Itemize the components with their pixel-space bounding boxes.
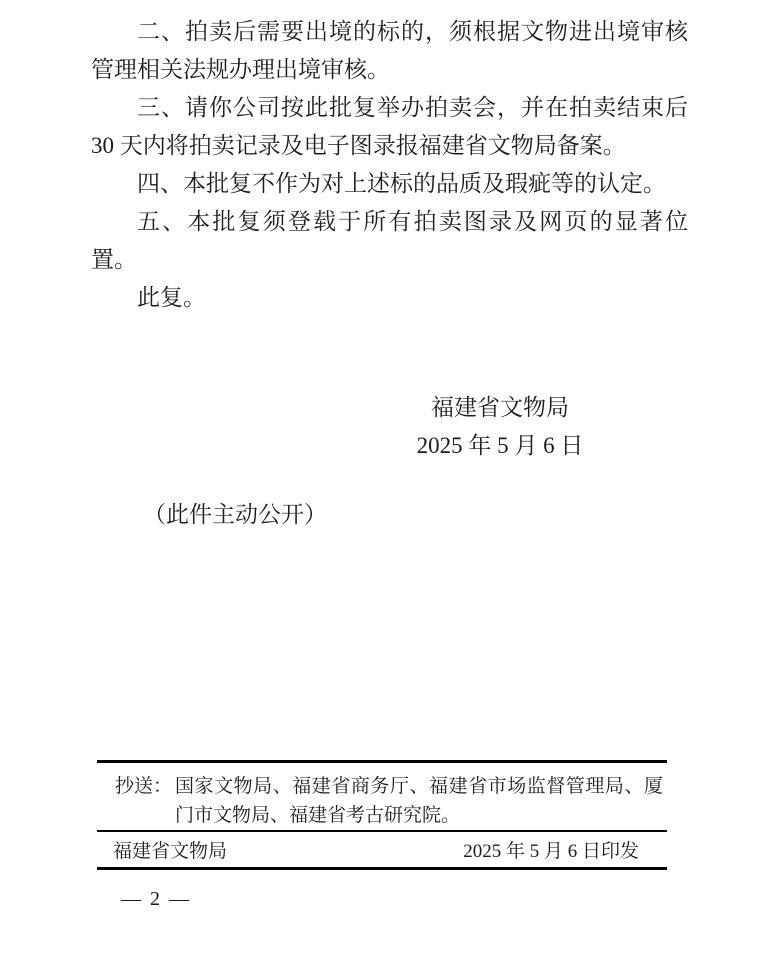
document-body <box>91 13 688 317</box>
document-footer <box>97 760 667 870</box>
cc-label: 抄送： <box>115 776 173 797</box>
cc-recipients: 国家文物局、福建省商务厅、福建省市场监督管理局、厦门市文物局、福建省考古研究院。 <box>175 776 663 826</box>
signature-date: 2025 年 5 月 6 日 <box>416 433 584 458</box>
issuer-name: 福建省文物局 <box>113 841 228 862</box>
paragraph-item-5: 五、本批复须登载于所有拍卖图录及网页的显著位置。 <box>91 209 688 272</box>
signature-block <box>221 389 779 465</box>
paragraph-item-4: 四、本批复不作为对上述标的品质及瑕疵等的认定。 <box>137 171 666 196</box>
cc-row <box>97 763 667 832</box>
issue-date: 2025 年 5 月 6 日印发 <box>463 841 639 862</box>
page-number: — 2 — <box>121 888 191 910</box>
signature-agency: 福建省文物局 <box>431 395 569 420</box>
disclosure-note: （此件主动公开） <box>143 502 327 527</box>
closing-phrase: 此复。 <box>137 285 206 310</box>
paragraph-item-2: 二、拍卖后需要出境的标的，须根据文物进出境审核管理相关法规办理出境审核。 <box>91 19 688 82</box>
paragraph-item-3: 三、请你公司按此批复举办拍卖会，并在拍卖结束后 30 天内将拍卖记录及电子图录报福建省文物局备案。 <box>91 95 688 158</box>
issue-row <box>97 832 667 867</box>
